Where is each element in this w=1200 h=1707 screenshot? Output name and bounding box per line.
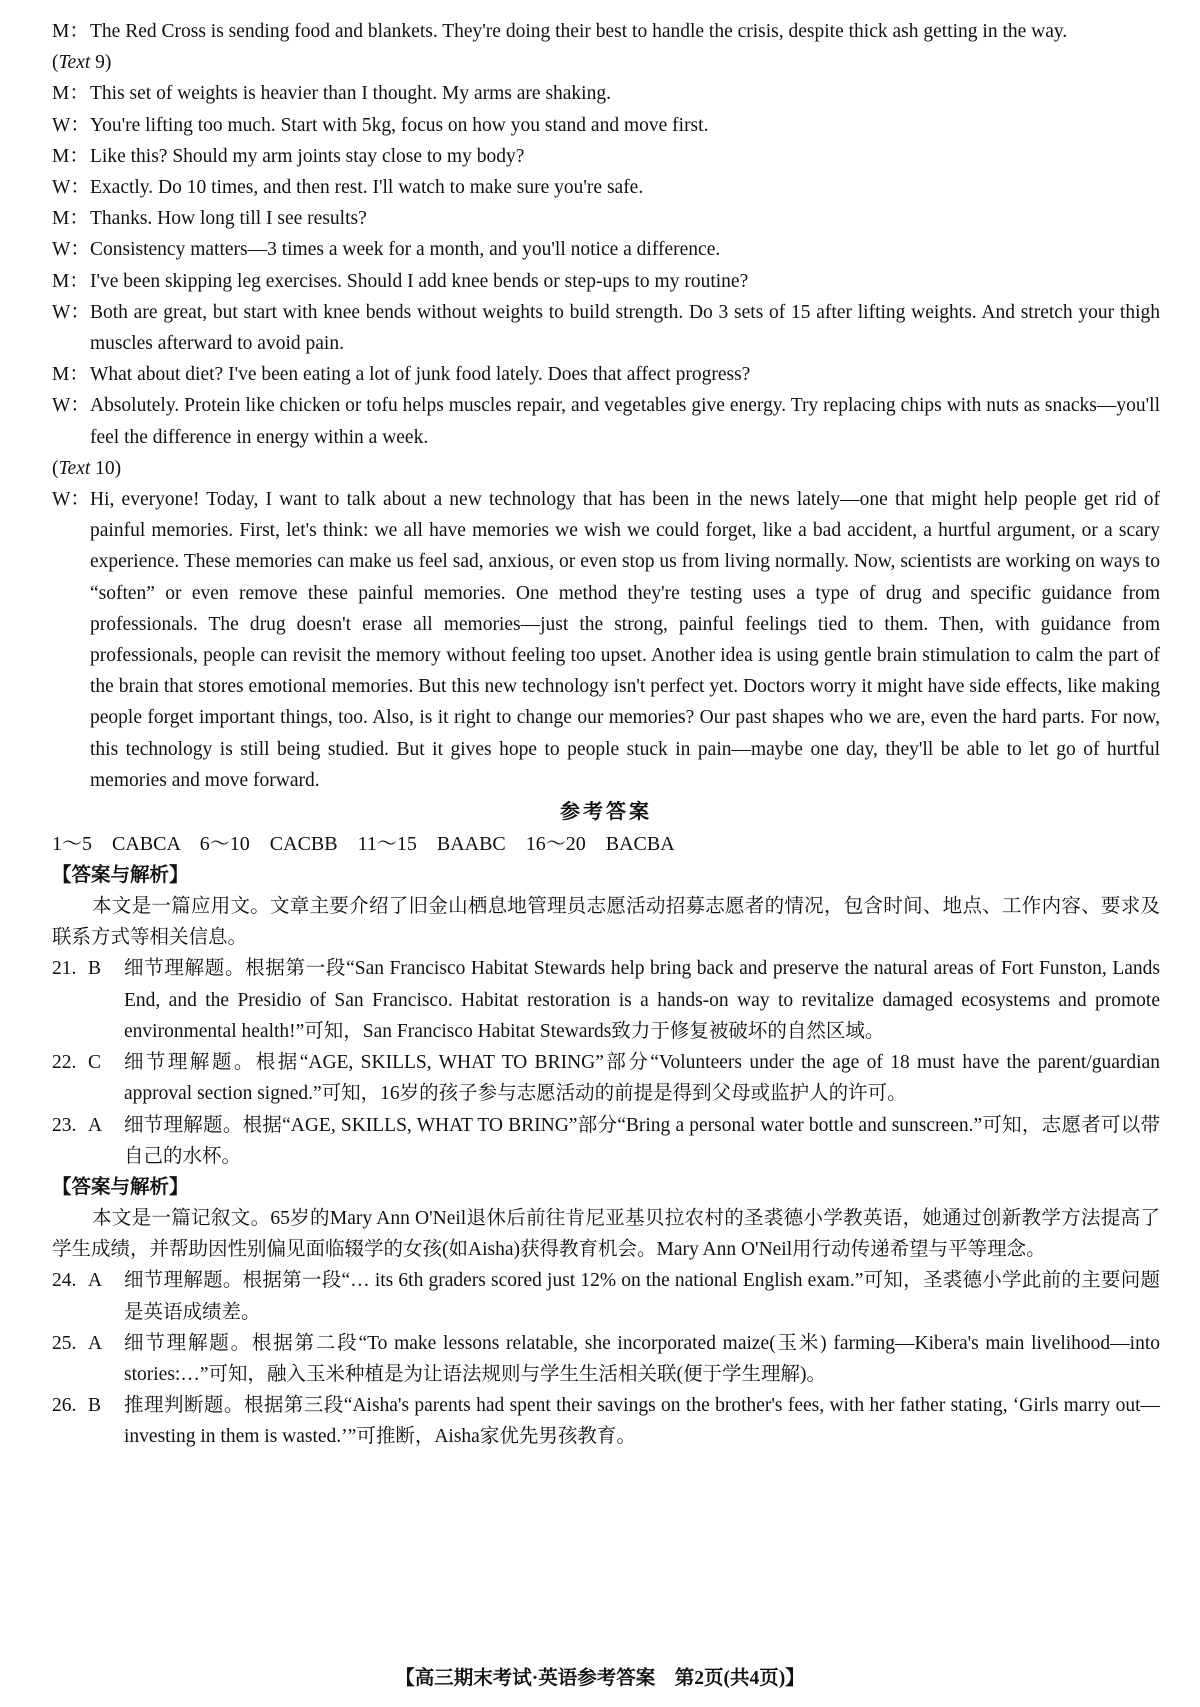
- question-item: 22. C 细节理解题。根据“AGE, SKILLS, WHAT TO BRING”部分“Volunteers under the age of 18 must have the parent/guardian approval section signed.”可知，16岁的孩子参与志愿活动的前提是得到父母或监护人的许可。: [52, 1052, 1160, 1105]
- dialogue-line: W： Both are great, but start with knee bends without weights to build strength. Do 3 sets of 15 after lifting weights. And stretch your thigh muscles afterward to avoid pain.: [52, 301, 1160, 355]
- text-9-label: (Text 9): [52, 52, 112, 74]
- page-footer: 【高三期末考试·英语参考答案 第2页(共4页)】: [395, 1668, 805, 1689]
- dialogue-line: W： Absolutely. Protein like chicken or tofu helps muscles repair, and vegetables give energy. Try replacing chips with nuts as snacks—you'll feel the difference in energy within a week.: [52, 395, 1160, 448]
- monologue: [52, 484, 1160, 796]
- analysis-heading: 【答案与解析】: [52, 1176, 189, 1198]
- utterance: The Red Cross is sending food and blankets. They're doing their best to handle the crisis, despite thick ash getting in the way.: [90, 21, 1068, 42]
- question-item: 23. A 细节理解题。根据“AGE, SKILLS, WHAT TO BRING”部分“Bring a personal water bottle and sunscreen.”可知，志愿者可以带自己的水杯。: [52, 1114, 1160, 1167]
- speaker: M：: [52, 21, 89, 42]
- question-item: 26. B 推理判断题。根据第三段“Aisha's parents had spent their savings on the brother's fees, with her father stating, ‘Girls marry out—investing in them is wasted.’”可推断，Aisha家优先男孩教育。: [52, 1395, 1160, 1448]
- question-item: 21. B 细节理解题。根据第一段“San Francisco Habitat Stewards help bring back and preserve the natural areas of Fort Funston, Lands End, and the Presidio of San Francisco. Habitat restoration is a hands-on way to revitalize damaged ecosystems and promote environmental health!”可知，San Francisco Habitat Stewards致力于修复被破坏的自然区域。: [52, 958, 1160, 1042]
- dialogue-line: M： I've been skipping leg exercises. Should I add knee bends or step-ups to my routine?: [52, 270, 749, 292]
- dialogue-line: M： What about diet? I've been eating a lot of junk food lately. Does that affect progress?: [52, 364, 751, 386]
- answer-title: 参考答案: [560, 801, 652, 824]
- answer-key: 1～5 CABCA 6～10 CACBB 11～15 BAABC 16～20 BACBA: [52, 833, 675, 856]
- dialogue-line: W： Exactly. Do 10 times, and then rest. I'll watch to make sure you're safe.: [52, 177, 644, 199]
- dialogue-line: M： Like this? Should my arm joints stay close to my body?: [52, 145, 525, 167]
- analysis-heading: 【答案与解析】: [52, 865, 189, 887]
- speaker: W：: [52, 489, 90, 511]
- question-item: 24. A 细节理解题。根据第一段“… its 6th graders scored just 12% on the national English exam.”可知，圣裘德小学此前的主要问题是英语成绩差。: [52, 1270, 1160, 1323]
- question-item: 25. A 细节理解题。根据第二段“To make lessons relatable, she incorporated maize(玉米) farming—Kibera's main livelihood—into stories:…”可知，融入玉米种植是为让语法规则与学生生活相关联(便于学生理解)。: [52, 1332, 1160, 1385]
- dialogue-line: W： You're lifting too much. Start with 5kg, focus on how you stand and move first.: [52, 114, 709, 136]
- answer-page: [52, 16, 1160, 1453]
- passage-summary: 本文是一篇记叙文。65岁的Mary Ann O'Neil退休后前往肯尼亚基贝拉农村的圣裘德小学教英语，她通过创新教学方法提高了学生成绩，并帮助因性别偏见面临辍学的女孩(如Aisha)获得教育机会。Mary Ann O'Neil用行动传递希望与平等理念。: [52, 1207, 1160, 1261]
- passage-summary: 本文是一篇应用文。文章主要介绍了旧金山栖息地管理员志愿活动招募志愿者的情况，包含时间、地点、工作内容、要求及联系方式等相关信息。: [52, 896, 1160, 949]
- dialogue-line: [52, 16, 1160, 47]
- dialogue-line: W： Consistency matters—3 times a week for a month, and you'll notice a difference.: [52, 239, 721, 261]
- dialogue-line: M： This set of weights is heavier than I thought. My arms are shaking.: [52, 83, 611, 105]
- dialogue-line: M： Thanks. How long till I see results?: [52, 208, 367, 230]
- text-10-label: (Text 10): [52, 457, 122, 479]
- monologue-text: Hi, everyone! Today, I want to talk about a new technology that has been in the news lately—one that might help people get rid of painful memories. First, let's think: we all have memories we wish we could forget, like a bad accident, a hurtful argument, or a scary experience. These memories can make us feel sad, anxious, or even stop us from living normally. Now, scientists are working on ways to “soften” or even remove these painful memories. One method they're testing uses a type of drug and specific guidance from professionals. The drug doesn't erase all memories—just the strong, painful feelings tied to them. Then, with guidance from professionals, people can revisit the memory without feeling too upset. Another idea is using gentle brain stimulation to calm the part of the brain that stores emotional memories. But this new technology isn't perfect yet. Doctors worry it might have side effects, like making people forget important things, too. Also, is it right to change our memories? Our past shapes who we are, even the hard parts. For now, this technology is still being studied. But it gives hope to people stuck in pain—maybe one day, they'll be able to let go of hurtful memories and move forward.: [90, 489, 1160, 791]
